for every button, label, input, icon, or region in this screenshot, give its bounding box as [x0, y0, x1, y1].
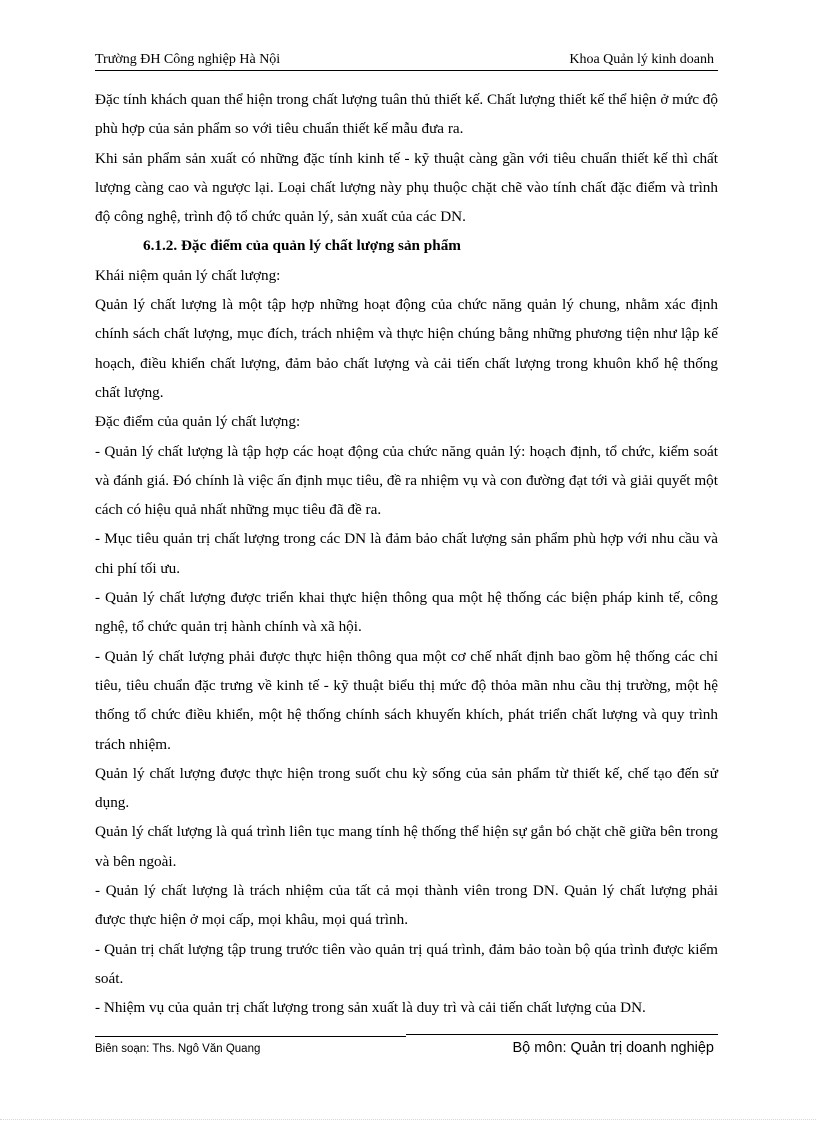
page-bottom-edge	[0, 1119, 816, 1120]
paragraph: Khái niệm quản lý chất lượng:	[95, 266, 281, 284]
paragraph: - Quản trị chất lượng tập trung trước tiên vào quản trị quá trình, đảm bảo toàn bộ qúa trình được kiểm soát.	[95, 940, 718, 987]
footer-divider-left	[95, 1036, 406, 1037]
header-university: Trường ĐH Công nghiệp Hà Nội	[95, 52, 281, 67]
body-text	[95, 85, 718, 1023]
footer-department: Bộ môn: Quản trị doanh nghiệp	[512, 1040, 714, 1056]
paragraph: - Mục tiêu quản trị chất lượng trong các DN là đảm bảo chất lượng sản phẩm phù hợp với nhu cầu và chi phí tối ưu.	[95, 530, 718, 577]
paragraph: Quản lý chất lượng là một tập hợp những hoạt động của chức năng quản lý chung, nhằm xác định chính sách chất lượng, mục đích, trách nhiệm và thực hiện chúng bằng những phương tiện như lập kế hoạch, điều khiển chất lượng, đảm bảo chất lượng và cải tiến chất lượng trong khuôn khổ hệ thống chất lượng.	[95, 296, 718, 401]
page-footer	[95, 1040, 718, 1062]
footer-divider-right	[406, 1034, 718, 1035]
paragraph: Khi sản phẩm sản xuất có những đặc tính kinh tế - kỹ thuật càng gần với tiêu chuẩn thiết kế thì chất lượng càng cao và ngược lại. Loại chất lượng này phụ thuộc chặt chẽ vào tính chất đặc điểm và trình độ công nghệ, trình độ tổ chức quản lý, sản xuất của các DN.	[95, 149, 718, 226]
paragraph: Đặc tính khách quan thể hiện trong chất lượng tuân thủ thiết kế. Chất lượng thiết kế thể hiện ở mức độ phù hợp của sản phẩm so với tiêu chuẩn thiết kế mẫu đưa ra.	[95, 91, 718, 138]
paragraph: - Quản lý chất lượng phải được thực hiện thông qua một cơ chế nhất định bao gồm hệ thống các chỉ tiêu, tiêu chuẩn đặc trưng về kinh tế - kỹ thuật biểu thị mức độ thỏa mãn nhu cầu thị trường, một hệ thống tổ chức điều khiển, một hệ thống chính sách khuyến khích, phát triển chất lượng và quy trình trách nhiệm.	[95, 647, 718, 753]
page-header	[95, 52, 718, 71]
paragraph: - Quản lý chất lượng được triển khai thực hiện thông qua một hệ thống các biện pháp kinh tế, công nghệ, tổ chức quản trị hành chính và xã hội.	[95, 589, 718, 636]
paragraph: Đặc điểm của quản lý chất lượng:	[95, 413, 301, 431]
paragraph: Quản lý chất lượng là quá trình liên tục mang tính hệ thống thể hiện sự gắn bó chặt chẽ giữa bên trong và bên ngoài.	[95, 823, 718, 870]
paragraph: - Nhiệm vụ của quản trị chất lượng trong sản xuất là duy trì và cải tiến chất lượng của DN.	[95, 999, 646, 1017]
paragraph: Quản lý chất lượng được thực hiện trong suốt chu kỳ sống của sản phẩm từ thiết kế, chế tạo đến sử dụng.	[95, 764, 718, 812]
paragraph: - Quản lý chất lượng là tập hợp các hoạt động của chức năng quản lý: hoạch định, tổ chức, kiểm soát và đánh giá. Đó chính là việc ấn định mục tiêu, đề ra nhiệm vụ và con đường đạt tới và giải quyết một cách có hiệu quả nhất những mục tiêu đã đề ra.	[95, 442, 718, 519]
section-heading: 6.1.2. Đặc điểm của quản lý chất lượng sản phẩm	[143, 237, 461, 255]
paragraph: - Quản lý chất lượng là trách nhiệm của tất cả mọi thành viên trong DN. Quản lý chất lượng phải được thực hiện ở mọi cấp, mọi khâu, mọi quá trình.	[95, 882, 718, 929]
header-faculty: Khoa Quản lý kinh doanh	[569, 52, 714, 67]
footer-author: Biên soạn: Ths. Ngô Văn Quang	[95, 1043, 261, 1055]
